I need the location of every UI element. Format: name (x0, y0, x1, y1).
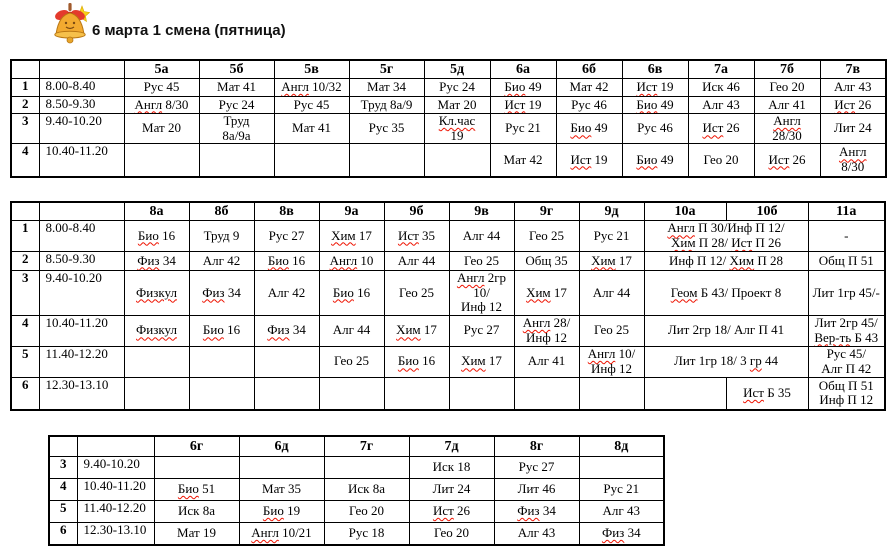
timetable-cell: Ист 19 (622, 79, 688, 97)
timetable-row (11, 377, 885, 410)
spellcheck-underlined-word: Ист (432, 503, 454, 519)
class-column-header: 8а (124, 202, 189, 221)
timetable-cell (644, 377, 726, 410)
timetable-cell: Гео 25 (579, 315, 644, 346)
timetable-cell (124, 377, 189, 410)
timetable-cell (384, 377, 449, 410)
timetable-cell: Рус 24 (199, 97, 274, 114)
lesson-number-cell: 6 (11, 377, 39, 410)
spellcheck-underlined-word: Геом (670, 284, 698, 300)
spellcheck-underlined-word: Био (262, 503, 284, 519)
timetable-cell: Био 16 (319, 271, 384, 316)
timetable-cell (124, 144, 199, 177)
spellcheck-underlined-word: Физ (601, 524, 625, 540)
timetable-cell: Англ П 30/Инф П 12/ Хим П 28/ Ист П 26 (644, 221, 808, 252)
timetable-row (11, 114, 886, 144)
timetable-cell (124, 271, 189, 316)
timetable-cell: Алг 43 (494, 523, 579, 545)
timetable-cell: Рус 27 (494, 457, 579, 479)
timetable-cell: Англ 10/21 (239, 523, 324, 545)
timetable-cell (189, 346, 254, 377)
timetable-row (11, 252, 885, 271)
timetable-cell: Рус 21 (490, 114, 556, 144)
timetable-cell: Иск 18 (409, 457, 494, 479)
timetable-cell: Рус 46 (556, 97, 622, 114)
timetable-cell: Био 49 (622, 144, 688, 177)
timetable-cell: Инф П 12/ Хим П 28 (644, 252, 808, 271)
class-column-header: 8г (494, 436, 579, 457)
timetable-cell: Био 51 (154, 479, 239, 501)
corner-cell (77, 436, 154, 457)
spellcheck-underlined-word: Ист (570, 151, 592, 167)
timetable-row (11, 346, 885, 377)
timetable-cell: Физ 34 (579, 523, 664, 545)
timetable-row (49, 523, 664, 545)
timetable-cell: Био 49 (490, 79, 556, 97)
lesson-number-cell: 5 (11, 346, 39, 377)
time-slot-cell: 8.50-9.30 (39, 252, 124, 271)
timetable-grades-6-8-late (48, 435, 665, 546)
timetable-cell: Гео 20 (324, 501, 409, 523)
timetable-cell: Био 16 (384, 346, 449, 377)
lesson-number-cell: 4 (11, 144, 39, 177)
lesson-number-cell: 6 (49, 523, 77, 545)
spellcheck-underlined-word: Хим (396, 322, 421, 338)
spellcheck-underlined-word: Ист (731, 235, 753, 250)
timetable-cell: Мат 41 (274, 114, 349, 144)
class-column-header: 6г (154, 436, 239, 457)
class-column-header: 7в (820, 60, 886, 79)
timetable-cell: Физ 34 (254, 315, 319, 346)
timetable-cell: Лит 24 (409, 479, 494, 501)
timetable-cell: Лит 24 (820, 114, 886, 144)
bell-with-red-bow-icon (50, 2, 90, 51)
timetable-cell: Мат 20 (124, 114, 199, 144)
timetable-cell: Био 16 (189, 315, 254, 346)
class-column-header: 7д (409, 436, 494, 457)
time-slot-cell: 9.40-10.20 (39, 114, 124, 144)
timetable-cell: Лит 2гр 45/ Вер-ть Б 43 (808, 315, 885, 346)
timetable-cell: Хим 17 (579, 252, 644, 271)
class-column-header: 7г (324, 436, 409, 457)
spellcheck-underlined-word: Био (202, 322, 224, 338)
time-slot-cell: 8.00-8.40 (39, 221, 124, 252)
timetable-cell: Рус 27 (449, 315, 514, 346)
timetable-cell: Иск 46 (688, 79, 754, 97)
spellcheck-underlined-word: Англ (838, 144, 867, 160)
class-column-header: 10а (644, 202, 726, 221)
lesson-number-cell: 2 (11, 97, 39, 114)
header-row (49, 436, 664, 457)
timetable-row (11, 271, 885, 316)
spellcheck-underlined-word: Англ (134, 96, 163, 112)
timetable-cell: Англ 28/30 (754, 114, 820, 144)
timetable-cell: Общ П 51 (808, 252, 885, 271)
spellcheck-underlined-word: гр (749, 353, 762, 369)
timetable-cell (124, 315, 189, 346)
class-column-header: 6д (239, 436, 324, 457)
spellcheck-underlined-word: Ист (702, 120, 724, 136)
timetable-cell: Мат 42 (490, 144, 556, 177)
spellcheck-underlined-word: Ист (397, 227, 419, 243)
timetable-row (49, 479, 664, 501)
class-column-header: 10б (726, 202, 808, 221)
spellcheck-underlined-word: Био (570, 120, 592, 136)
spellcheck-underlined-word: Хим (591, 252, 616, 268)
spellcheck-underlined-word: Хим (729, 252, 755, 268)
timetable-cell: Алг 42 (254, 271, 319, 316)
timetable-cell (274, 144, 349, 177)
timetable-cell: Био 16 (124, 221, 189, 252)
timetable-cell: Алг 42 (189, 252, 254, 271)
timetable-cell (514, 377, 579, 410)
class-column-header: 6в (622, 60, 688, 79)
timetable-cell: Гео 25 (449, 252, 514, 271)
spellcheck-underlined-word: Хим (526, 284, 551, 300)
lesson-number-cell: 1 (11, 221, 39, 252)
spellcheck-underlined-word: Физ (267, 322, 290, 338)
time-slot-cell: 8.50-9.30 (39, 97, 124, 114)
spellcheck-underlined-word: Англ (281, 79, 309, 95)
timetable-cell: Общ П 51 Инф П 12 (808, 377, 885, 410)
spellcheck-underlined-word: Англ (773, 113, 801, 128)
timetable-cell: Гео 25 (319, 346, 384, 377)
class-column-header: 5а (124, 60, 199, 79)
timetable-cell: Физ 34 (189, 271, 254, 316)
timetable-cell (349, 144, 424, 177)
timetable-cell: Лит 1гр 18/ 3 гр 44 (644, 346, 808, 377)
timetable-cell: Алг 44 (319, 315, 384, 346)
timetable-row (11, 221, 885, 252)
timetable-row (11, 315, 885, 346)
timetable-cell: Хим 17 (319, 221, 384, 252)
timetable-row (49, 501, 664, 523)
timetable-cell: Хим 17 (384, 315, 449, 346)
timetable-cell (319, 377, 384, 410)
timetable-cell: Рус 21 (579, 479, 664, 501)
timetable-cell: Ист 35 (384, 221, 449, 252)
timetable-cell: Рус 46 (622, 114, 688, 144)
spellcheck-underlined-word: Био (636, 151, 658, 167)
timetable-cell: Лит 2гр 18/ Алг П 41 (644, 315, 808, 346)
timetable-cell: Хим 17 (514, 271, 579, 316)
timetable-cell: Рус 45 (124, 79, 199, 97)
timetable-cell: Англ 8/30 (124, 97, 199, 114)
corner-cell (11, 60, 39, 79)
lesson-number-cell: 3 (11, 271, 39, 316)
time-slot-cell: 11.40-12.20 (77, 501, 154, 523)
timetable-row (11, 144, 886, 177)
corner-cell (11, 202, 39, 221)
timetable-cell: Рус 27 (254, 221, 319, 252)
timetable-cell (579, 457, 664, 479)
spellcheck-underlined-word: Физ (202, 284, 225, 300)
timetable-cell: Труд 8а/9а (199, 114, 274, 144)
timetable-cell: Лит 1гр 45/- (808, 271, 885, 316)
timetable-cell: Био 19 (239, 501, 324, 523)
class-column-header: 9а (319, 202, 384, 221)
timetable-cell: Мат 20 (424, 97, 490, 114)
timetable-cell (424, 144, 490, 177)
spellcheck-underlined-word: Био (177, 481, 199, 497)
spellcheck-underlined-word: Ист (636, 79, 658, 95)
spellcheck-underlined-word: Ист (504, 96, 526, 112)
timetable-cell: Физ 34 (124, 252, 189, 271)
timetable-cell: Гео 25 (514, 221, 579, 252)
timetable-row (11, 79, 886, 97)
time-slot-cell: 9.40-10.20 (39, 271, 124, 316)
timetable-cell: Алг 43 (579, 501, 664, 523)
spellcheck-underlined-word: Физкул (136, 322, 177, 338)
spellcheck-underlined-word: Физ (517, 503, 540, 519)
spellcheck-underlined-word: Англ (522, 315, 551, 331)
timetable-cell (579, 377, 644, 410)
lesson-number-cell: 2 (11, 252, 39, 271)
class-column-header: 6б (556, 60, 622, 79)
class-column-header: 5д (424, 60, 490, 79)
timetable-row (49, 457, 664, 479)
timetable-cell (199, 144, 274, 177)
timetable-cell: Мат 34 (349, 79, 424, 97)
timetable-cell: Труд 8а/9 (349, 97, 424, 114)
timetable-cell: Иск 8а (154, 501, 239, 523)
class-column-header: 9в (449, 202, 514, 221)
class-column-header: 5г (349, 60, 424, 79)
header-row (11, 60, 886, 79)
timetable-cell: Мат 19 (154, 523, 239, 545)
timetable-cell: Геом Б 43/ Проект 8 (644, 271, 808, 316)
corner-cell (39, 60, 124, 79)
spellcheck-underlined-word: Физкул (136, 284, 177, 300)
timetable-cell (189, 377, 254, 410)
class-column-header: 8б (189, 202, 254, 221)
time-slot-cell: 10.40-11.20 (39, 315, 124, 346)
timetable-cell: Гео 20 (754, 79, 820, 97)
corner-cell (39, 202, 124, 221)
timetable-cell: Англ 10/ Инф 12 (579, 346, 644, 377)
timetable-cell: Ист 19 (556, 144, 622, 177)
timetable-cell: Ист 26 (688, 114, 754, 144)
timetable-cell: Био 49 (556, 114, 622, 144)
timetable-cell: Иск 8а (324, 479, 409, 501)
spellcheck-underlined-word: Хим (331, 227, 356, 243)
timetable-cell: Гео 25 (384, 271, 449, 316)
timetable-cell (449, 377, 514, 410)
timetable-grades-8-11 (10, 201, 886, 411)
time-slot-cell: 10.40-11.20 (39, 144, 124, 177)
timetable-cell: Алг 41 (514, 346, 579, 377)
timetable-cell: Гео 20 (688, 144, 754, 177)
spellcheck-underlined-word: Био (332, 284, 354, 300)
timetable-cell: Ист 26 (754, 144, 820, 177)
timetable-cell (254, 377, 319, 410)
time-slot-cell: 8.00-8.40 (39, 79, 124, 97)
timetable-cell: Англ 28/ Инф 12 (514, 315, 579, 346)
timetable-cell: Алг 43 (688, 97, 754, 114)
timetable-cell: Англ 2гр 10/ Инф 12 (449, 271, 514, 316)
lesson-number-cell: 3 (49, 457, 77, 479)
class-column-header: 7б (754, 60, 820, 79)
timetable-cell: Ист 26 (820, 97, 886, 114)
spellcheck-underlined-word: Био (397, 353, 419, 369)
class-column-header: 8в (254, 202, 319, 221)
class-column-header: 8д (579, 436, 664, 457)
time-slot-cell: 11.40-12.20 (39, 346, 124, 377)
spellcheck-underlined-word: Био (636, 96, 658, 112)
timetable-cell: Рус 45 (274, 97, 349, 114)
class-column-header: 9д (579, 202, 644, 221)
lesson-number-cell: 5 (49, 501, 77, 523)
timetable-grades-5-7 (10, 59, 887, 178)
spellcheck-underlined-word: Хим (670, 235, 696, 250)
lesson-number-cell: 1 (11, 79, 39, 97)
spellcheck-underlined-word: Кл.час (438, 113, 476, 128)
spellcheck-underlined-word: Био (504, 79, 526, 95)
time-slot-cell: 12.30-13.10 (39, 377, 124, 410)
spellcheck-underlined-word: Био (137, 227, 159, 243)
timetable-cell: Рус 21 (579, 221, 644, 252)
class-column-header: 9б (384, 202, 449, 221)
timetable-cell: Общ 35 (514, 252, 579, 271)
spellcheck-underlined-word: Ист (834, 96, 856, 112)
timetable-cell: Алг 41 (754, 97, 820, 114)
class-column-header: 9г (514, 202, 579, 221)
lesson-number-cell: 3 (11, 114, 39, 144)
class-column-header: 7а (688, 60, 754, 79)
class-column-header: 5в (274, 60, 349, 79)
timetable-cell: Мат 41 (199, 79, 274, 97)
lesson-number-cell: 4 (11, 315, 39, 346)
timetable-cell: Алг 44 (384, 252, 449, 271)
timetable-cell (239, 457, 324, 479)
timetable-cell: Алг 44 (579, 271, 644, 316)
timetable-cell: Ист 26 (409, 501, 494, 523)
spellcheck-underlined-word: Хим (461, 353, 486, 369)
spellcheck-underlined-word: Био (267, 252, 289, 268)
timetable-cell: - (808, 221, 885, 252)
timetable-cell (254, 346, 319, 377)
spellcheck-underlined-word: Ист (768, 151, 790, 167)
class-column-header: 5б (199, 60, 274, 79)
timetable-cell: Био 49 (622, 97, 688, 114)
timetable-cell: Кл.час 19 (424, 114, 490, 144)
timetable-cell: Труд 9 (189, 221, 254, 252)
timetable-cell: Англ 10/32 (274, 79, 349, 97)
spellcheck-underlined-word: Физ (137, 252, 160, 268)
page-title: 6 марта 1 смена (пятница) (92, 22, 286, 39)
spellcheck-underlined-word: Англ (251, 524, 279, 540)
timetable-cell: Ист Б 35 (726, 377, 808, 410)
spellcheck-underlined-word: Англ (456, 270, 485, 285)
timetable-cell: Гео 20 (409, 523, 494, 545)
lesson-number-cell: 4 (49, 479, 77, 501)
timetable-cell: Алг 43 (820, 79, 886, 97)
spellcheck-underlined-word: Англ (587, 346, 616, 362)
timetable-cell: Рус 24 (424, 79, 490, 97)
time-slot-cell: 10.40-11.20 (77, 479, 154, 501)
class-column-header: 11а (808, 202, 885, 221)
time-slot-cell: 12.30-13.10 (77, 523, 154, 545)
timetable-cell: Мат 42 (556, 79, 622, 97)
timetable-cell: Англ 10 (319, 252, 384, 271)
timetable-cell (124, 346, 189, 377)
timetable-row (11, 97, 886, 114)
timetable-cell: Алг 44 (449, 221, 514, 252)
class-column-header: 6а (490, 60, 556, 79)
timetable-cell: Физ 34 (494, 501, 579, 523)
spellcheck-underlined-word: Англ (667, 220, 695, 236)
timetable-cell: Хим 17 (449, 346, 514, 377)
timetable-cell: Био 16 (254, 252, 319, 271)
header-row (11, 202, 885, 221)
corner-cell (49, 436, 77, 457)
spellcheck-underlined-word: Ист (743, 385, 764, 401)
timetable-cell: Мат 35 (239, 479, 324, 501)
spellcheck-underlined-word: Вер-ть (814, 329, 852, 345)
timetable-cell: Англ 8/30 (820, 144, 886, 177)
timetable-cell: Рус 35 (349, 114, 424, 144)
time-slot-cell: 9.40-10.20 (77, 457, 154, 479)
timetable-cell: Рус 18 (324, 523, 409, 545)
timetable-cell (154, 457, 239, 479)
timetable-cell: Рус 45/ Алг П 42 (808, 346, 885, 377)
timetable-cell: Ист 19 (490, 97, 556, 114)
spellcheck-underlined-word: Англ (329, 252, 358, 268)
timetable-cell: Лит 46 (494, 479, 579, 501)
timetable-cell (324, 457, 409, 479)
